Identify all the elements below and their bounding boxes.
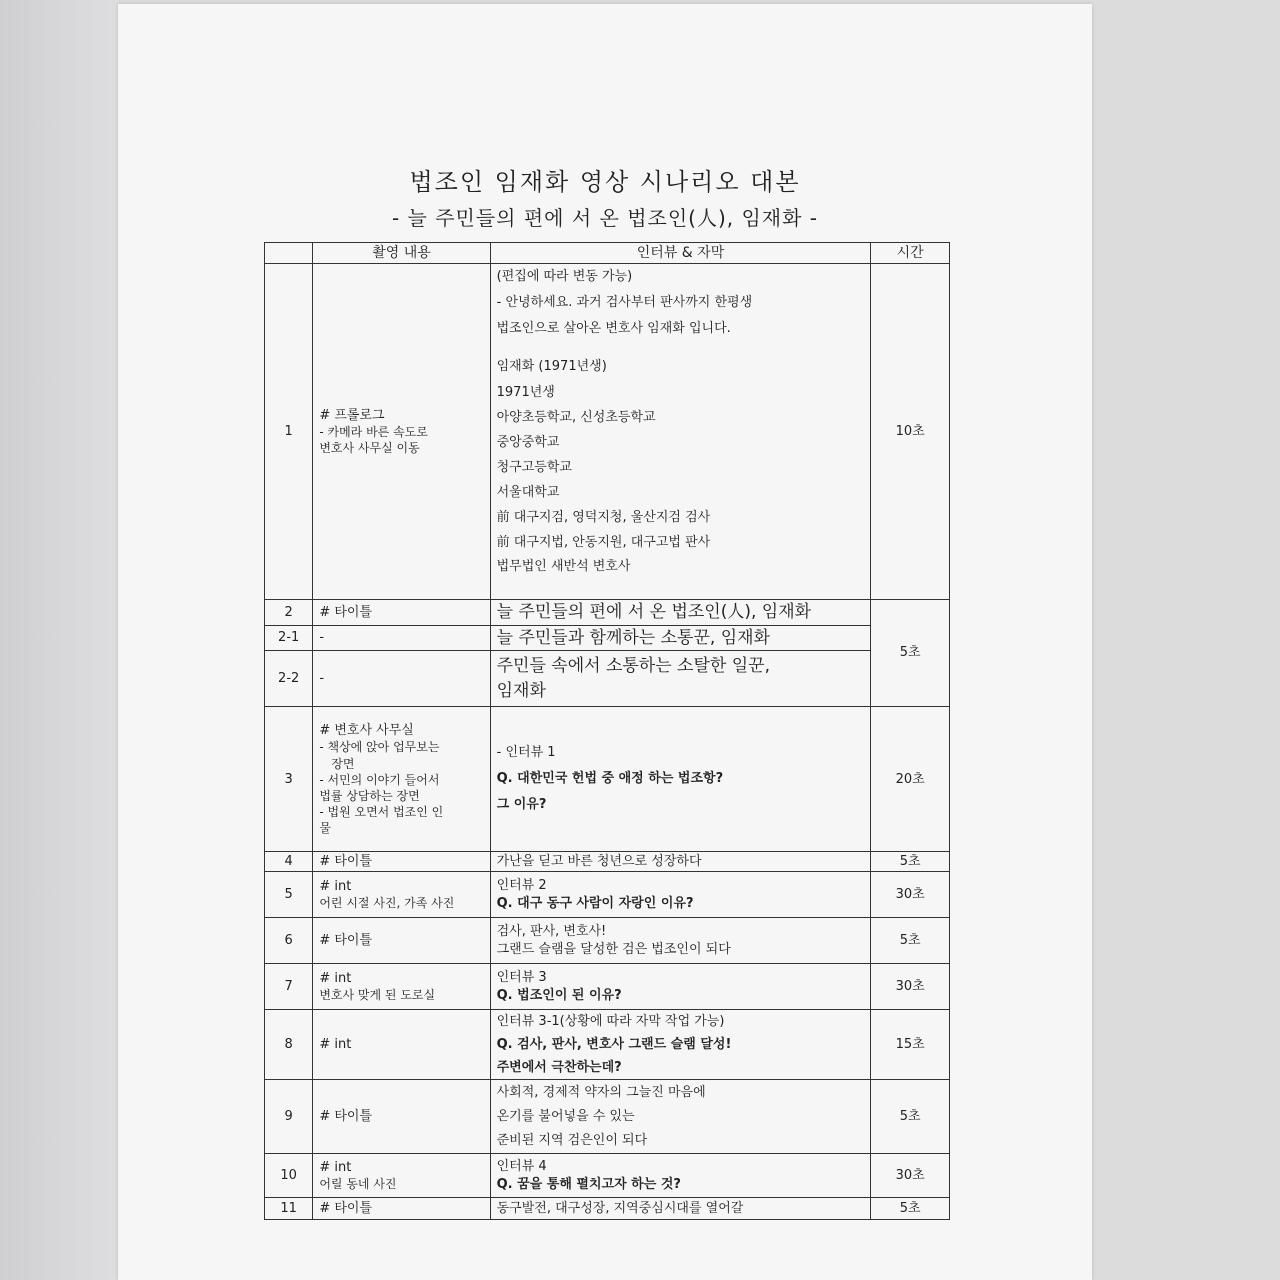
header-shoot: 촬영 내용 (313, 243, 490, 264)
row-no: 10 (265, 1154, 313, 1198)
content-line: 그 이유? (496, 797, 547, 813)
shoot-line: 변호사 사무실 이동 (319, 441, 420, 456)
row-content (490, 964, 871, 1010)
row-no: 3 (265, 707, 313, 852)
shoot-line: - 법원 오면서 법조인 인 (319, 805, 444, 820)
content-line: Q. 꿈을 통해 펼치고자 하는 것? (496, 1176, 681, 1192)
row-shoot (313, 600, 490, 626)
content-line: (편집에 따라 변동 가능) (496, 269, 633, 284)
content-line: 주변에서 극찬하는데? (496, 1059, 622, 1075)
row-shoot (313, 651, 490, 707)
row-shoot (313, 1010, 490, 1080)
table-row (265, 1010, 950, 1080)
table-row (265, 651, 950, 707)
document-subtitle: - 늘 주민들의 편에 서 온 법조인(人), 임재화 - (391, 206, 819, 230)
table-row (265, 872, 950, 918)
row-no: 7 (265, 964, 313, 1010)
row-content (490, 1010, 871, 1080)
row-no: 5 (265, 872, 313, 918)
content-line: 중앙중학교 (496, 435, 560, 450)
row-time: 5초 (871, 918, 950, 964)
row-content (490, 264, 871, 600)
row-time: 5초 (871, 852, 950, 872)
content-line: 늘 주민들의 편에 서 온 법조인(人), 임재화 (496, 602, 812, 622)
shoot-line: - 카메라 바른 속도로 (319, 425, 428, 440)
content-line: 前 대구지검, 영덕지청, 울산지검 검사 (496, 510, 711, 525)
content-line: 늘 주민들과 함께하는 소통꾼, 임재화 (496, 627, 770, 648)
row-shoot (313, 1198, 490, 1220)
row-content (490, 707, 871, 852)
row-content (490, 600, 871, 626)
content-line: 검사, 판사, 변호사! (496, 924, 607, 940)
content-line: 사회적, 경제적 약자의 그늘진 마음에 (496, 1084, 706, 1100)
table-row (265, 600, 950, 626)
row-time: 15초 (871, 1010, 950, 1080)
content-line: 서울대학교 (496, 485, 560, 500)
content-line: 인터뷰 4 (496, 1159, 547, 1175)
content-line: - 안녕하세요. 과거 검사부터 판사까지 한평생 (496, 295, 753, 310)
content-line: 온기를 불어넣을 수 있는 (496, 1108, 635, 1124)
shoot-line: # 변호사 사무실 (319, 722, 414, 738)
row-no: 8 (265, 1010, 313, 1080)
row-shoot (313, 1154, 490, 1198)
row-content (490, 651, 871, 707)
shoot-line: # 타이틀 (319, 604, 373, 620)
row-no: 2 (265, 600, 313, 626)
row-time: 30초 (871, 964, 950, 1010)
shoot-line: 어린 시절 사진, 가족 사진 (319, 896, 455, 911)
content-line: 청구고등학교 (496, 460, 572, 475)
shoot-line: # 타이틀 (319, 1201, 373, 1216)
content-line: 법조인으로 살아온 변호사 임재화 입니다. (496, 321, 731, 336)
shoot-line: - (319, 671, 325, 686)
row-content (490, 1198, 871, 1220)
shoot-line: 법률 상담하는 장면 (319, 789, 420, 804)
shoot-line: # 프롤로그 (319, 407, 385, 423)
shoot-line: - (319, 630, 325, 646)
table-row (265, 1154, 950, 1198)
content-line: 임재화 (1971년생) (496, 359, 607, 374)
content-line: Q. 법조인이 된 이유? (496, 987, 622, 1003)
row-no: 2-2 (265, 651, 313, 707)
content-line: 그랜드 슬램을 달성한 검은 법조인이 되다 (496, 941, 731, 957)
shoot-line: 장면 (331, 756, 355, 771)
shoot-line: 물 (319, 821, 331, 836)
content-line: 가난을 딛고 바른 청년으로 성장하다 (496, 854, 702, 869)
row-shoot (313, 1080, 490, 1154)
content-line: 인터뷰 3-1(상황에 따라 자막 작업 가능) (496, 1013, 725, 1029)
row-content (490, 1154, 871, 1198)
header-content: 인터뷰 & 자막 (490, 243, 871, 264)
content-line: 주민들 속에서 소통하는 소탈한 일꾼, (496, 656, 770, 677)
header-no (265, 243, 313, 264)
row-no: 2-1 (265, 625, 313, 651)
content-line: 동구발전, 대구성장, 지역중심시대를 열어갈 (496, 1201, 744, 1216)
content-line: 임재화 (496, 680, 546, 701)
table-row (265, 707, 950, 852)
content-line: - 인터뷰 1 (496, 745, 556, 761)
row-shoot (313, 964, 490, 1010)
shoot-line: # int (319, 970, 352, 986)
shoot-line: - 책상에 앉아 업무보는 (319, 740, 440, 755)
row-shoot (313, 264, 490, 600)
content-line: 1971년생 (496, 385, 555, 400)
shoot-line: # 타이틀 (319, 854, 373, 869)
row-time: 5초 (871, 1080, 950, 1154)
row-time: 20초 (871, 707, 950, 852)
row-no: 9 (265, 1080, 313, 1154)
row-time: 30초 (871, 1154, 950, 1198)
shoot-line: # 타이틀 (319, 1109, 373, 1124)
shoot-line: # int (319, 1159, 352, 1175)
shoot-line: # int (319, 878, 352, 894)
content-line: 인터뷰 3 (496, 970, 547, 986)
row-time: 5초 (871, 1198, 950, 1220)
shoot-line: # 타이틀 (319, 933, 373, 948)
row-time: 30초 (871, 872, 950, 918)
content-line: Q. 대구 동구 사람이 자랑인 이유? (496, 895, 694, 911)
content-line: Q. 대한민국 헌법 중 애정 하는 법조항? (496, 771, 724, 787)
content-line-empty (497, 342, 865, 354)
shoot-line: 변호사 맞게 된 도로실 (319, 988, 436, 1003)
table-row (265, 1198, 950, 1220)
row-time-merged: 5초 (871, 600, 950, 707)
row-shoot (313, 918, 490, 964)
shoot-line: - 서민의 이야기 들어서 (319, 772, 440, 787)
shoot-line: 어릴 동네 사진 (319, 1177, 397, 1192)
row-content (490, 625, 871, 651)
row-time: 10초 (871, 264, 950, 600)
document-title: 법조인 임재화 영상 시나리오 대본 (409, 168, 801, 196)
document-page (118, 4, 1092, 1280)
desk-background (0, 0, 118, 1280)
row-no: 4 (265, 852, 313, 872)
row-no: 6 (265, 918, 313, 964)
table-row (265, 852, 950, 872)
content-line: 前 대구지법, 안동지원, 대구고법 판사 (496, 535, 711, 550)
table-row (265, 1080, 950, 1154)
row-shoot (313, 852, 490, 872)
content-line: 준비된 지역 검은인이 되다 (496, 1132, 648, 1148)
row-content (490, 1080, 871, 1154)
table-row (265, 264, 950, 600)
script-table (264, 242, 950, 1220)
table-row (265, 625, 950, 651)
row-no: 1 (265, 264, 313, 600)
table-row (265, 918, 950, 964)
row-shoot (313, 707, 490, 852)
shoot-line: # int (319, 1037, 352, 1052)
row-shoot (313, 872, 490, 918)
row-content (490, 852, 871, 872)
content-line: 아양초등학교, 신성초등학교 (496, 410, 656, 425)
row-shoot (313, 625, 490, 651)
table-row (265, 964, 950, 1010)
row-content (490, 918, 871, 964)
header-time: 시간 (871, 243, 950, 264)
content-line: 인터뷰 2 (496, 878, 547, 894)
content-line: Q. 검사, 판사, 변호사 그랜드 슬램 달성! (496, 1036, 732, 1052)
table-header-row (265, 243, 950, 264)
content-line: 법무법인 새반석 변호사 (496, 559, 631, 574)
row-no: 11 (265, 1198, 313, 1220)
row-content (490, 872, 871, 918)
